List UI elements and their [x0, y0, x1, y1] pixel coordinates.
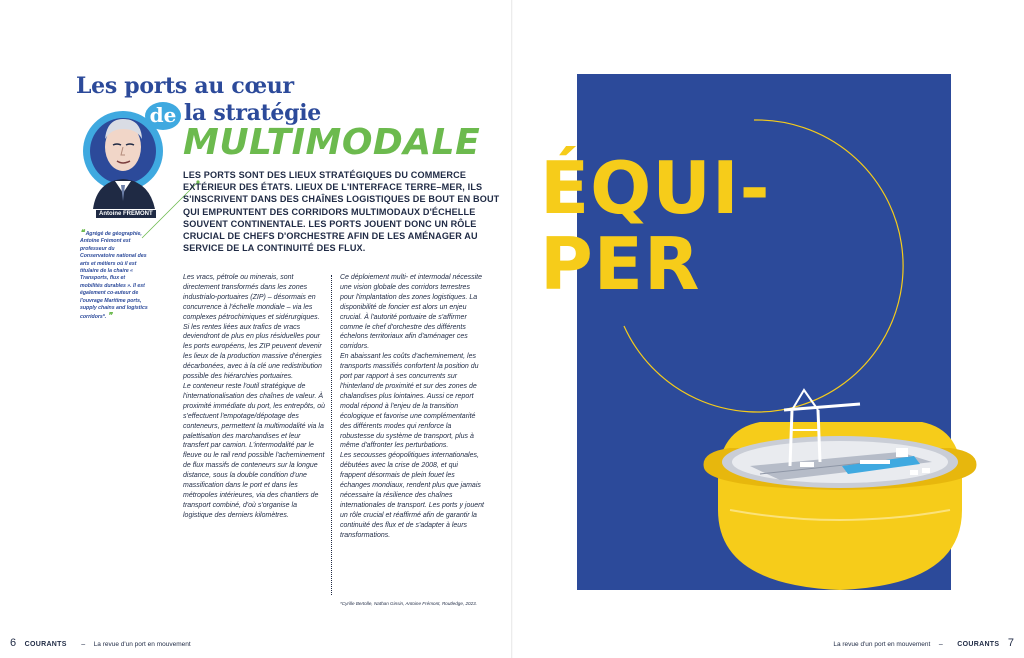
section-title-line1: ÉQUI- [540, 146, 771, 230]
section-title-line2: PER [540, 222, 701, 306]
hard-hat-port-illustration [700, 370, 980, 600]
article-title-line1: Les ports au cœur [76, 73, 294, 99]
footnote: *Cyrille Bertolle, Nathan Ginsin, Antoine Frémont, Routledge, 2023. [340, 601, 477, 606]
article-title-line3: MULTIMODALE [183, 122, 481, 163]
magazine-name-left: COURANTS [24, 641, 67, 648]
folio-dash-right: – [938, 641, 943, 648]
author-bio-text: Agrégé de géographie, Antoine Frémont est professeur du Conservatoire national des arts et métiers où il est titulaire de la chaire « Transports, flux et mobilités durables ». Il est également co-auteur de l'ouvrage Maritime ports, supply chains and logistics corridors*. [80, 231, 148, 321]
column-divider [331, 275, 332, 595]
body-paragraph: Les secousses géopolitiques internationales, débutées avec la crise de 2008, et qui frappent désormais de plein fouet les échanges mondiaux, rendent plus que jamais nécessaire la résilience des chaînes internationales de transport. Les ports y jouent un rôle crucial et réaffirmé afin de garantir la continuité des flux et de s'adapter à leurs transformations. [340, 452, 484, 539]
page-gutter [511, 0, 513, 658]
section-title-equiper [540, 146, 771, 306]
article-title-line2: la stratégie [184, 100, 321, 126]
magazine-name-right: COURANTS [957, 641, 1000, 648]
body-paragraph: En abaissant les coûts d'acheminement, les transports massifiés confortent la position du port par rapport à ses concurrents sur l'hinterland de proximité et sur des zones de chalandises plus lointaines. Aussi ce report modal répond à l'enjeu de la transition écologique et favorise une complémentarité des différents modes qui renforce la robustesse du système de transport, plus à même d'affronter les perturbations. [340, 353, 479, 450]
body-column-2 [340, 273, 484, 540]
folio-right [833, 637, 1014, 649]
folio-dash-left: – [81, 641, 86, 648]
folio-left [10, 637, 191, 649]
lead-paragraph: LES PORTS SONT DES LIEUX STRATÉGIQUES DU COMMERCE EXTÉRIEUR DES ÉTATS. LIEUX DE L'INTERFACE TERRE–MER, ILS S'INSCRIVENT DANS DES CHAÎNES LOGISTIQUES DE BOUT EN BOUT QUI EMPRUNTENT DES CORRIDORS MULTIMODAUX D'ÉCHELLE SOUVENT CONTINENTALE. LES PORTS JOUENT DONC UN RÔLE CRUCIAL DE CHEFS D'ORCHESTRE AFIN DE LES AMÉNAGER AU SERVICE DE LA CONTINUITÉ DES FLUX. [183, 170, 500, 254]
page-number-right: 7 [1007, 637, 1014, 649]
magazine-tagline-left: La revue d'un port en mouvement [93, 641, 191, 648]
page-number-left: 6 [10, 637, 17, 649]
magazine-tagline-right: La revue d'un port en mouvement [833, 641, 931, 648]
close-quote-icon: ❞ [107, 311, 112, 321]
author-bio [80, 229, 148, 322]
body-column-1 [183, 273, 327, 521]
open-quote-icon: ❝ [80, 228, 85, 237]
body-paragraph: Ce déploiement multi- et intermodal nécessite une vision globale des corridors terrestres pour l'implantation des zones logistiques. La disponibilité de foncier est alors un enjeu crucial. À l'autorité portuaire de s'affirmer comme le chef d'orchestre des différents échelons territoriaux afin d'aménager ces corridors. [340, 274, 483, 351]
body-paragraph: Les vracs, pétrole ou minerais, sont directement transformés dans les zones industrialo-portuaires (ZIP) – désormais en concurrence à l'échelle mondiale – via les complexes pétrochimiques et sidérurgiques. Si les rentes liées aux trafics de vracs deviendront de plus en plus résiduelles pour les ports européens, les ZIP peuvent devenir les lieux de la production massive d'énergies décarbonées, avec à la clé une redistribution possible des hiérarchies portuaires. [183, 274, 322, 381]
author-name-label: Antoine FRÉMONT [96, 210, 156, 218]
title-de-badge: de [145, 102, 181, 130]
body-paragraph: Le conteneur reste l'outil stratégique de l'internationalisation des chaînes de valeur. À proximité immédiate du port, les entrepôts, où s'effectuent l'empotage/dépotage des conteneurs, permettent la multimodalité via la palettisation des marchandises et leur transfert par camion. L'intermodalité par le fleuve ou le rail rend possible l'acheminement de flux massifs de conteneurs sur la longue distance, sous la double condition d'une massification dans le port et dans les métropoles intérieures, via des chantiers de transport combiné, d'où s'organise la logistique des derniers kilomètres. [183, 382, 326, 519]
